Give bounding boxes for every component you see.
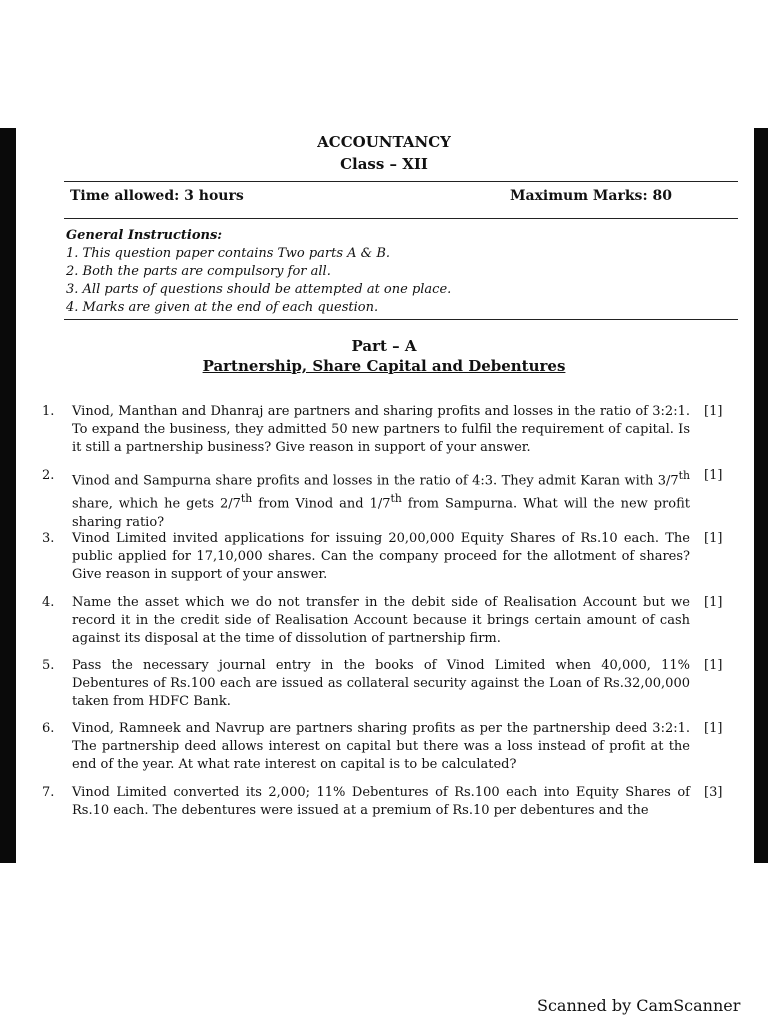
instruction-item: 1. This question paper contains Two parts A & B. [66,246,391,261]
question-marks: [1] [704,721,723,736]
class-label: Class – XII [340,155,428,173]
question-marks: [1] [704,658,723,673]
instruction-item: 3. All parts of questions should be attempted at one place. [66,282,452,297]
question-marks: [3] [704,785,723,800]
maximum-marks: Maximum Marks: 80 [510,188,672,204]
question-number: 6. [42,721,55,736]
scanner-watermark: Scanned by CamScanner [537,996,741,1015]
question-number: 4. [42,595,55,610]
divider-top [64,181,738,182]
question-text: Vinod Limited converted its 2,000; 11% Debentures of Rs.100 each into Equity Shares of Rs.10 each. The debentures were issued at a premium of Rs.10 per debentures and the [72,785,690,818]
question-number: 5. [42,658,55,673]
part-label: Part – A [351,337,417,355]
question-marks: [1] [704,595,723,610]
time-allowed: Time allowed: 3 hours [70,188,244,204]
part-subtitle: Partnership, Share Capital and Debentures [202,357,566,375]
divider-middle [64,218,738,219]
question-text: Vinod Limited invited applications for issuing 20,00,000 Equity Shares of Rs.10 each. The public applied for 17,10,000 shares. Can the company proceed for the allotment of shares? Give reason in support of your answer. [72,531,690,582]
question-text: Vinod and Sampurna share profits and losses in the ratio of 4:3. They admit Karan with 3/7th share, which he gets 2/7th from Vinod and 1/7th from Sampurna. What will the new profit sharing ratio? [72,469,690,530]
question-text: Vinod, Manthan and Dhanraj are partners and sharing profits and losses in the ratio of 3:2:1. To expand the business, they admitted 50 new partners to fulfil the requirement of capital. Is it still a partnership business? Give reason in support of your answer. [72,404,690,455]
general-instructions [66,227,451,317]
question-marks: [1] [704,468,723,483]
instruction-item: 2. Both the parts are compulsory for all. [66,264,331,279]
instruction-item: 4. Marks are given at the end of each question. [66,300,379,315]
instructions-heading: General Instructions: [66,228,223,243]
divider-bottom [64,319,738,320]
question-number: 2. [42,468,55,483]
question-number: 3. [42,531,55,546]
question-text: Vinod, Ramneek and Navrup are partners sharing profits as per the partnership deed 3:2:1. The partnership deed allows interest on capital but there was a loss instead of profit at the end of the year. At what rate interest on capital is to be calculated? [72,721,690,772]
question-text: Pass the necessary journal entry in the books of Vinod Limited when 40,000, 11% Debentures of Rs.100 each are issued as collateral security against the Loan of Rs.32,00,000 taken from HDFC Bank. [72,658,690,709]
question-text: Name the asset which we do not transfer in the debit side of Realisation Account but we record it in the credit side of Realisation Account because it brings certain amount of cash against its disposal at the time of dissolution of partnership firm. [72,595,690,646]
question-number: 7. [42,785,55,800]
subject-title: ACCOUNTANCY [317,133,451,151]
question-number: 1. [42,404,55,419]
question-marks: [1] [704,531,723,546]
question-marks: [1] [704,404,723,419]
